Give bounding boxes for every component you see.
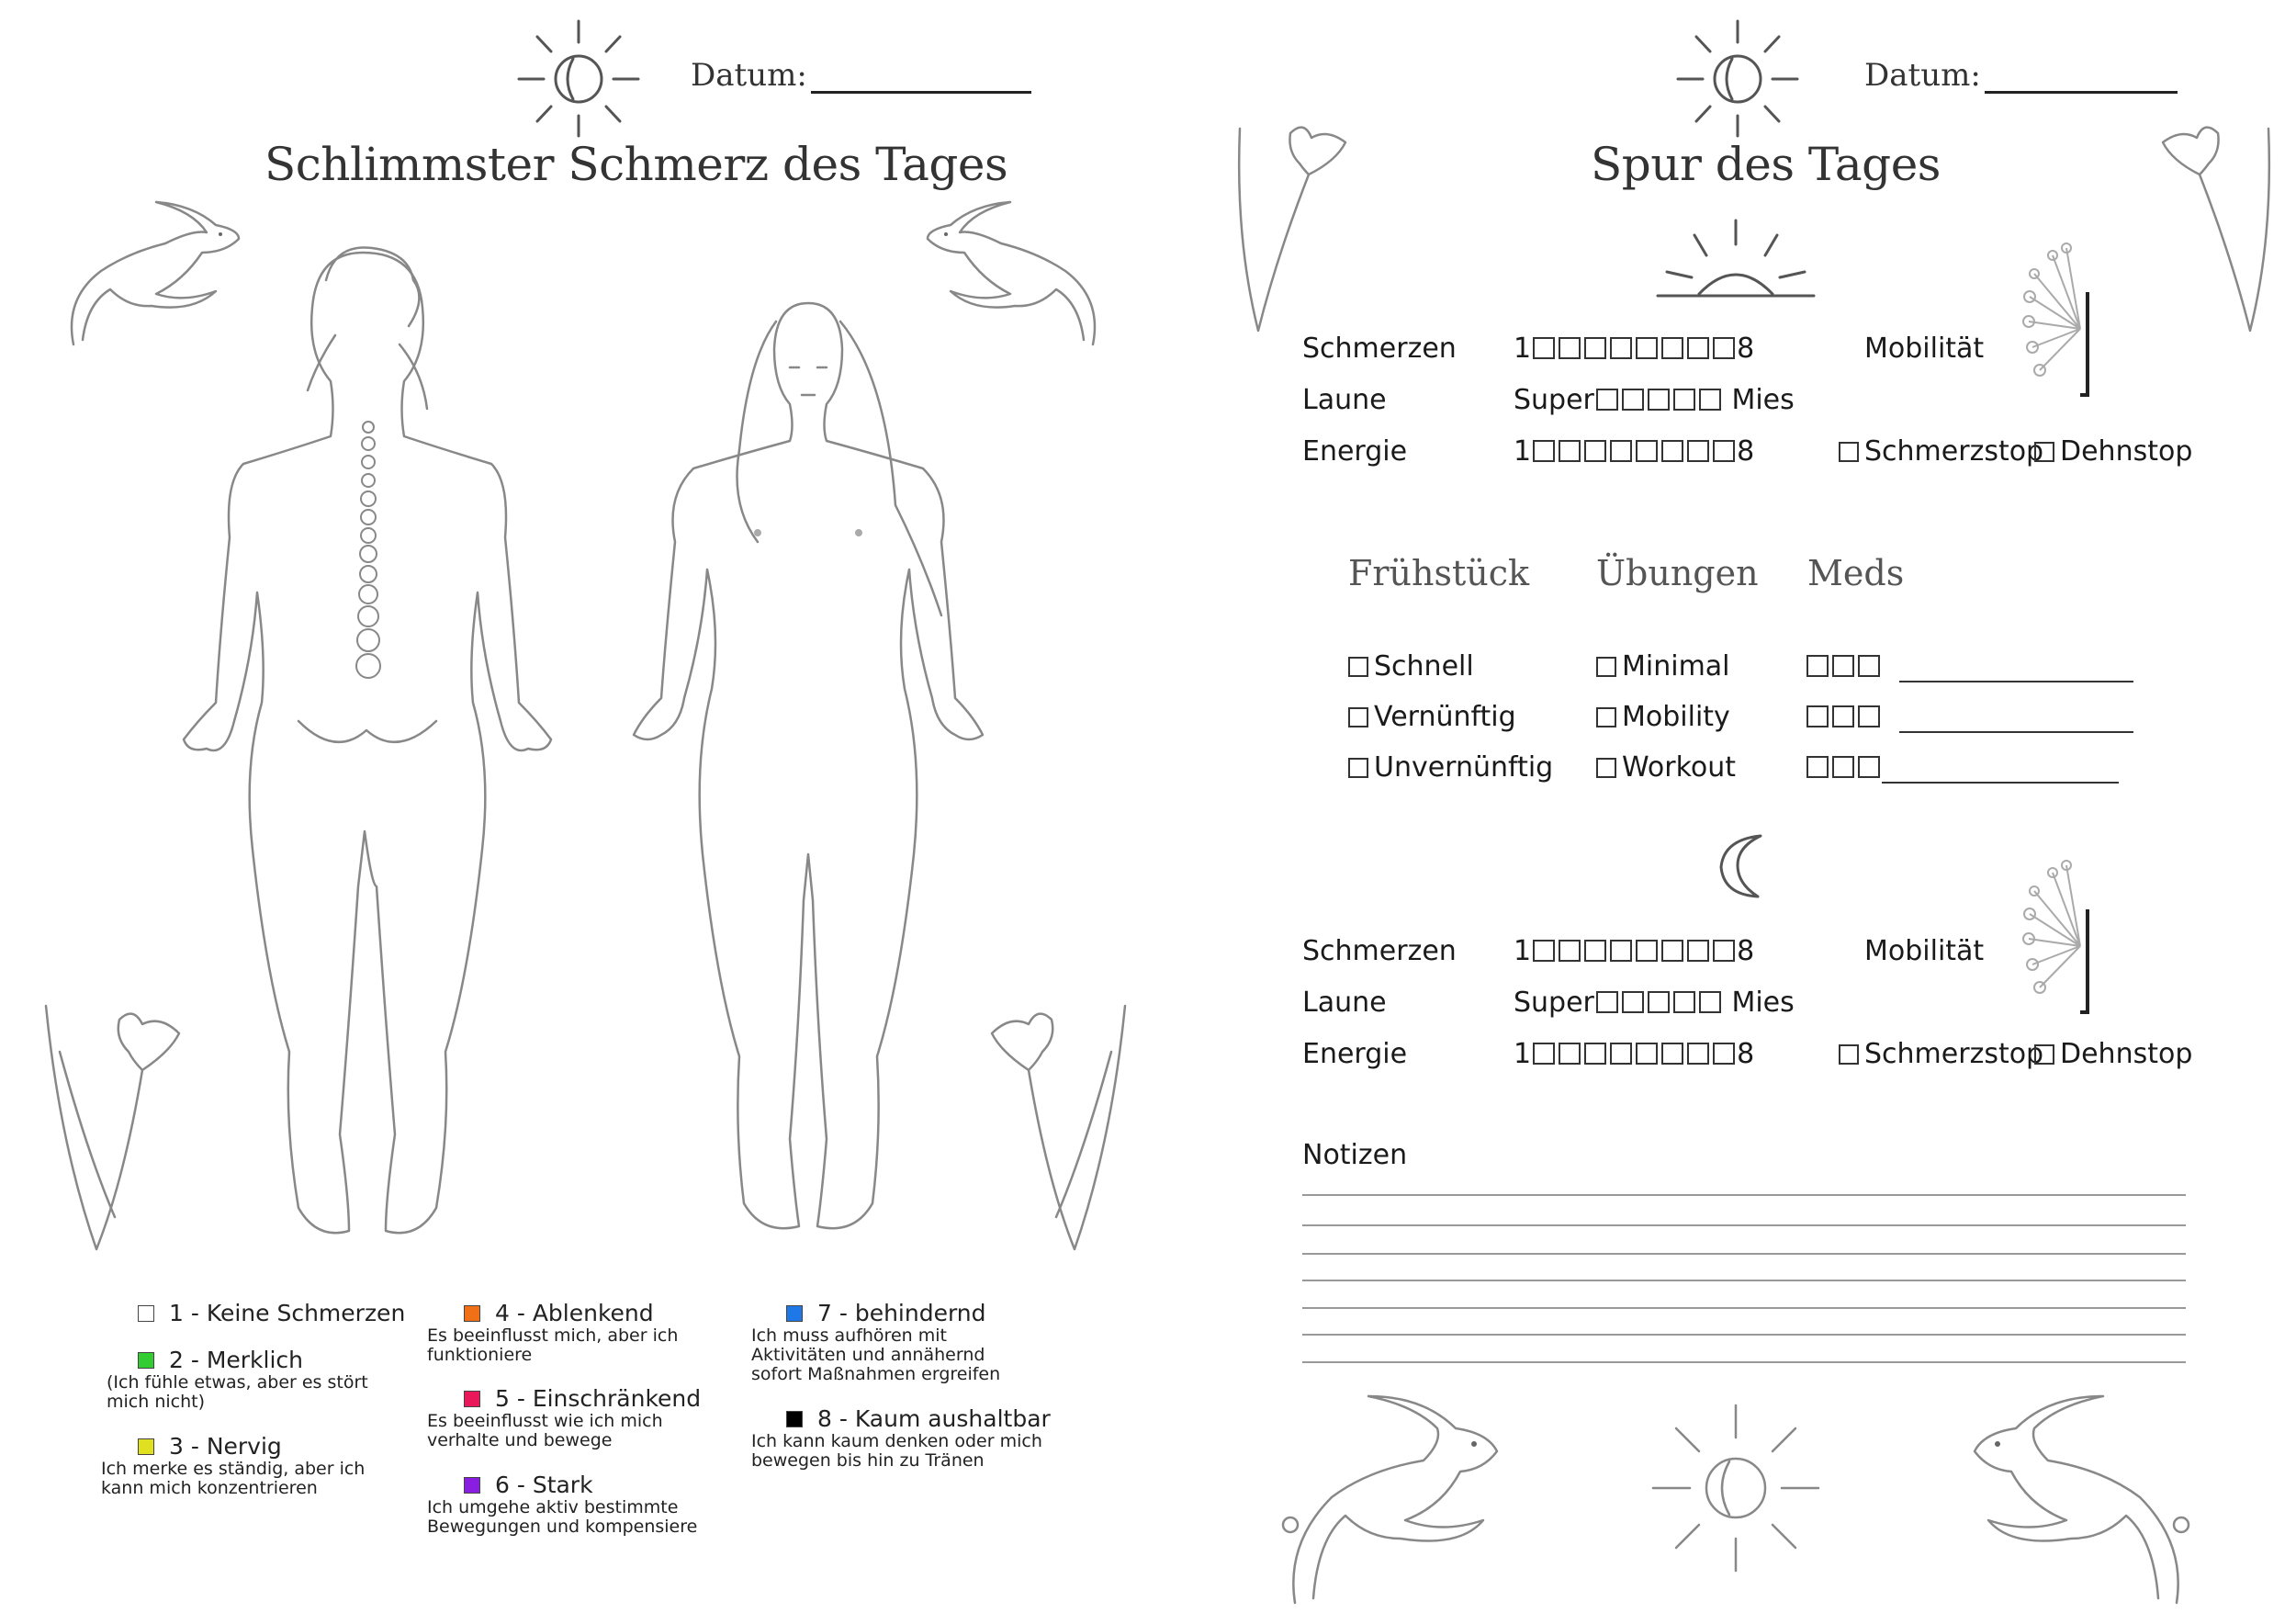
option-label: Vernünftig	[1374, 701, 1516, 733]
checkbox[interactable]	[1348, 707, 1368, 727]
note-line[interactable]	[1302, 1280, 2186, 1281]
dehnstop-label: Dehnstop	[2060, 435, 2193, 468]
energie-label: Energie	[1302, 435, 1408, 468]
scale-box[interactable]	[1648, 389, 1670, 411]
scale-box[interactable]	[1584, 440, 1606, 462]
scale-min: Super	[1514, 987, 1594, 1019]
scale-max: 8	[1737, 935, 1755, 967]
laune-scale[interactable]	[1514, 384, 1795, 416]
meds-row[interactable]	[1805, 650, 2133, 682]
legend-item-desc: Ich muss aufhören mit Aktivitäten und annähernd sofort Maßnahmen ergreifen	[751, 1325, 1001, 1384]
legend-item-title: 1 - Keine Schmerzen	[169, 1300, 406, 1326]
schmerzstop-label: Schmerzstop	[1864, 435, 2044, 468]
rabbit-icon	[1277, 1378, 1506, 1607]
legend-item-title: 5 - Einschränkend	[495, 1385, 702, 1412]
legend-item	[107, 1347, 410, 1412]
datum-line[interactable]	[1985, 63, 2178, 94]
legend-item-desc: (Ich fühle etwas, aber es stört mich nicht)	[107, 1372, 368, 1412]
meds-box[interactable]	[1832, 655, 1854, 677]
scale-box[interactable]	[1636, 440, 1658, 462]
schmerzen-label: Schmerzen	[1302, 935, 1457, 967]
scale-box[interactable]	[1622, 991, 1644, 1013]
legend-swatch	[138, 1352, 154, 1369]
meds-name-field[interactable]	[1882, 758, 2119, 784]
scale-box[interactable]	[1636, 337, 1658, 359]
scale-box[interactable]	[1559, 1043, 1581, 1065]
legend-swatch	[138, 1305, 154, 1322]
uebungen-heading: Übungen	[1596, 553, 1759, 593]
scale-box[interactable]	[1673, 389, 1695, 411]
scale-box[interactable]	[1610, 440, 1632, 462]
scale-min: 1	[1514, 1038, 1532, 1070]
scale-box[interactable]	[1713, 1043, 1735, 1065]
energie-scale[interactable]	[1514, 1038, 1754, 1070]
legend-swatch	[138, 1438, 154, 1455]
checkbox[interactable]	[2034, 442, 2054, 462]
fruehstueck-option[interactable]	[1348, 751, 1553, 784]
scale-box[interactable]	[1687, 440, 1709, 462]
scale-box[interactable]	[1687, 940, 1709, 962]
scale-box[interactable]	[1559, 940, 1581, 962]
meds-box[interactable]	[1858, 705, 1880, 727]
mobility-gauge-icon	[2016, 237, 2099, 402]
body-back-illustration	[152, 243, 583, 1245]
scale-max: 8	[1737, 1038, 1755, 1070]
legend-item-title: 6 - Stark	[495, 1472, 593, 1498]
scale-box[interactable]	[1687, 1043, 1709, 1065]
scale-box[interactable]	[1559, 440, 1581, 462]
scale-box[interactable]	[1713, 440, 1735, 462]
sun-moon-icon	[514, 17, 643, 145]
schmerzstop-checkbox[interactable]	[1839, 435, 2043, 468]
checkbox[interactable]	[1596, 758, 1616, 778]
meds-box[interactable]	[1806, 705, 1829, 727]
meds-box[interactable]	[1806, 756, 1829, 778]
laune-scale[interactable]	[1514, 987, 1795, 1019]
checkbox[interactable]	[1839, 1044, 1859, 1065]
schmerzen-label: Schmerzen	[1302, 333, 1457, 365]
checkbox[interactable]	[1348, 758, 1368, 778]
daffodil-icon	[1231, 119, 1359, 340]
legend-swatch	[786, 1305, 803, 1322]
legend-swatch	[464, 1305, 480, 1322]
option-label: Schnell	[1374, 650, 1474, 682]
datum-label: Datum:	[1864, 57, 1981, 94]
scale-box[interactable]	[1584, 337, 1606, 359]
scale-box[interactable]	[1661, 940, 1683, 962]
meds-heading: Meds	[1807, 553, 1905, 593]
scale-box[interactable]	[1661, 440, 1683, 462]
note-line[interactable]	[1302, 1307, 2186, 1309]
sun-moon-icon	[1649, 1401, 1823, 1575]
scale-box[interactable]	[1584, 1043, 1606, 1065]
scale-box[interactable]	[1636, 940, 1658, 962]
uebungen-option[interactable]	[1596, 751, 1736, 784]
datum-label: Datum:	[691, 57, 807, 94]
scale-box[interactable]	[1533, 1043, 1555, 1065]
checkbox[interactable]	[1348, 657, 1368, 677]
note-line[interactable]	[1302, 1253, 2186, 1255]
scale-min: 1	[1514, 435, 1532, 468]
scale-box[interactable]	[1533, 940, 1555, 962]
page-title: Schlimmster Schmerz des Tages	[264, 138, 1008, 191]
meds-row[interactable]	[1805, 751, 2119, 784]
meds-name-field[interactable]	[1899, 707, 2133, 733]
scale-box[interactable]	[1533, 440, 1555, 462]
mobilitaet-label: Mobilität	[1864, 935, 1985, 967]
note-line[interactable]	[1302, 1194, 2186, 1196]
meds-box[interactable]	[1806, 655, 1829, 677]
legend-item-desc: Es beeinflusst wie ich mich verhalte und bewege	[427, 1411, 663, 1450]
fruehstueck-heading: Frühstück	[1348, 553, 1530, 593]
scale-min: 1	[1514, 935, 1532, 967]
scale-min: Super	[1514, 384, 1594, 416]
scale-max: Mies	[1731, 384, 1795, 416]
datum-line[interactable]	[811, 63, 1031, 94]
scale-box[interactable]	[1622, 389, 1644, 411]
page-title: Spur des Tages	[1591, 138, 1941, 191]
legend-item-title: 3 - Nervig	[169, 1433, 282, 1460]
legend-item-desc: Ich kann kaum denken oder mich bewegen bis hin zu Tränen	[751, 1431, 1042, 1471]
schmerzstop-label: Schmerzstop	[1864, 1038, 2044, 1070]
scale-box[interactable]	[1661, 337, 1683, 359]
legend-item	[427, 1385, 721, 1450]
mobility-gauge-icon	[2016, 854, 2099, 1020]
scale-box[interactable]	[1699, 389, 1721, 411]
schmerzen-scale[interactable]	[1514, 935, 1754, 967]
option-label: Minimal	[1622, 650, 1730, 682]
checkbox[interactable]	[1596, 657, 1616, 677]
schmerzstop-checkbox[interactable]	[1839, 1038, 2043, 1070]
dehnstop-checkbox[interactable]	[2034, 435, 2192, 468]
legend-swatch	[786, 1411, 803, 1427]
legend-item	[751, 1405, 1054, 1471]
scale-max: 8	[1737, 435, 1755, 468]
scale-box[interactable]	[1559, 337, 1581, 359]
scale-max: Mies	[1731, 987, 1795, 1019]
scale-box[interactable]	[1610, 1043, 1632, 1065]
scale-box[interactable]	[1636, 1043, 1658, 1065]
meds-box[interactable]	[1858, 655, 1880, 677]
laune-label: Laune	[1302, 384, 1387, 416]
legend-item-title: 2 - Merklich	[169, 1347, 304, 1373]
scale-box[interactable]	[1596, 991, 1618, 1013]
scale-box[interactable]	[1699, 991, 1721, 1013]
mobilitaet-label: Mobilität	[1864, 333, 1985, 365]
fruehstueck-option[interactable]	[1348, 650, 1474, 682]
meds-row[interactable]	[1805, 701, 2133, 733]
meds-box[interactable]	[1832, 705, 1854, 727]
option-label: Mobility	[1622, 701, 1730, 733]
legend-item	[427, 1472, 721, 1537]
energie-label: Energie	[1302, 1038, 1408, 1070]
legend-swatch	[464, 1391, 480, 1407]
uebungen-option[interactable]	[1596, 650, 1730, 682]
scale-box[interactable]	[1713, 337, 1735, 359]
body-front-illustration	[592, 266, 1024, 1249]
scale-box[interactable]	[1648, 991, 1670, 1013]
scale-box[interactable]	[1533, 337, 1555, 359]
meds-box[interactable]	[1858, 756, 1880, 778]
fruehstueck-option[interactable]	[1348, 701, 1516, 733]
scale-max: 8	[1737, 333, 1755, 365]
legend-item	[751, 1300, 1036, 1384]
checkbox[interactable]	[2034, 1044, 2054, 1065]
scale-box[interactable]	[1584, 940, 1606, 962]
dehnstop-checkbox[interactable]	[2034, 1038, 2192, 1070]
schmerzen-scale[interactable]	[1514, 333, 1754, 365]
laune-label: Laune	[1302, 987, 1387, 1019]
note-line[interactable]	[1302, 1334, 2186, 1336]
note-line[interactable]	[1302, 1361, 2186, 1363]
scale-box[interactable]	[1687, 337, 1709, 359]
scale-box[interactable]	[1661, 1043, 1683, 1065]
meds-name-field[interactable]	[1899, 657, 2133, 682]
legend-item	[101, 1433, 404, 1498]
rabbit-icon	[1965, 1378, 2195, 1607]
energie-scale[interactable]	[1514, 435, 1754, 468]
scale-box[interactable]	[1713, 940, 1735, 962]
legend-item-title: 8 - Kaum aushaltbar	[817, 1405, 1051, 1432]
uebungen-option[interactable]	[1596, 701, 1730, 733]
scale-box[interactable]	[1673, 991, 1695, 1013]
datum-field[interactable]	[691, 57, 1031, 94]
notes-label: Notizen	[1302, 1139, 1408, 1171]
checkbox[interactable]	[1839, 442, 1859, 462]
legend-item	[138, 1300, 405, 1326]
crescent-moon-icon	[1710, 829, 1784, 902]
legend-swatch	[464, 1477, 480, 1494]
dehnstop-label: Dehnstop	[2060, 1038, 2193, 1070]
scale-box[interactable]	[1610, 940, 1632, 962]
scale-box[interactable]	[1596, 389, 1618, 411]
sunrise-icon	[1653, 219, 1818, 301]
legend-item-desc: Ich merke es ständig, aber ich kann mich konzentrieren	[101, 1459, 366, 1498]
scale-box[interactable]	[1610, 337, 1632, 359]
option-label: Unvernünftig	[1374, 751, 1554, 784]
meds-box[interactable]	[1832, 756, 1854, 778]
sun-moon-icon	[1673, 17, 1802, 145]
legend-item-desc: Ich umgehe aktiv bestimmte Bewegungen und kompensiere	[427, 1497, 698, 1537]
option-label: Workout	[1622, 751, 1737, 784]
daffodil-icon	[2149, 119, 2278, 340]
legend-item-desc: Es beeinflusst mich, aber ich funktioniere	[427, 1325, 679, 1365]
legend-item	[427, 1300, 703, 1365]
checkbox[interactable]	[1596, 707, 1616, 727]
scale-min: 1	[1514, 333, 1532, 365]
daffodil-icon	[974, 997, 1130, 1254]
datum-field[interactable]	[1864, 57, 2178, 94]
note-line[interactable]	[1302, 1224, 2186, 1226]
legend-item-title: 4 - Ablenkend	[495, 1300, 654, 1326]
legend-item-title: 7 - behindernd	[817, 1300, 986, 1326]
daffodil-icon	[41, 997, 197, 1254]
